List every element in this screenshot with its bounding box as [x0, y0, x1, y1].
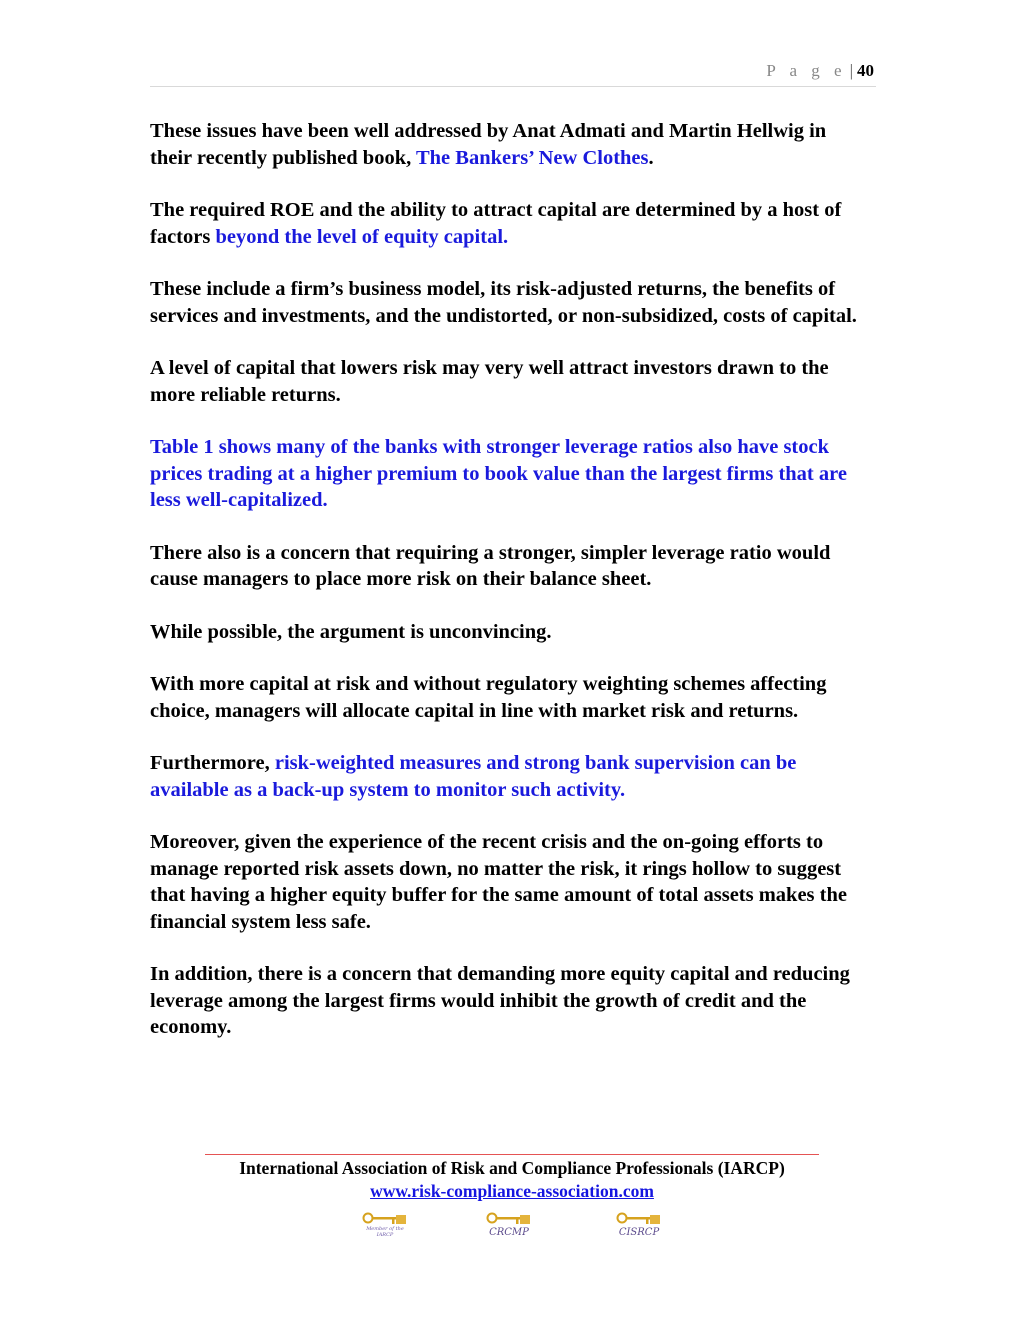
text-segment: In addition, there is a concern that demanding more equity capital and reducing leverage among the largest firms would inhibit the growth of credit and the economy. — [150, 963, 850, 1038]
page-number: 40 — [857, 61, 874, 80]
paragraph — [150, 197, 872, 250]
paragraph — [150, 276, 872, 329]
text-segment: There also is a concern that requiring a stronger, simpler leverage ratio would cause managers to place more risk on their balance sheet. — [150, 541, 831, 590]
paragraph — [150, 355, 872, 408]
highlighted-text: risk-weighted measures and strong bank supervision can be available as a back-up system to monitor such activity. — [150, 752, 797, 801]
paragraph — [150, 619, 872, 646]
page-label: P a g e — [766, 61, 847, 80]
paragraph — [150, 540, 872, 593]
badge-label: Member of the IARCP — [366, 1226, 404, 1238]
text-segment: Furthermore, — [150, 752, 275, 774]
document-body — [150, 118, 872, 1067]
highlighted-text: beyond the level of equity capital. — [215, 225, 509, 248]
paragraph — [150, 750, 872, 803]
book-title: The Bankers’ New Clothes — [415, 146, 649, 169]
text-segment: These issues have been well addressed by Anat Admati and Martin Hellwig in their recently published book, — [150, 120, 827, 169]
page-number-indicator — [766, 61, 874, 81]
text-segment: With more capital at risk and without regulatory weighting schemes affecting choice, managers will allocate capital in line with market risk and returns. — [150, 673, 827, 722]
text-segment: The required ROE and the ability to attract capital are determined by a host of factors — [150, 199, 842, 248]
text-segment: A level of capital that lowers risk may very well attract investors drawn to the more reliable returns. — [150, 357, 829, 406]
badge-label: CISRCP — [618, 1227, 660, 1238]
paragraph — [150, 961, 872, 1041]
page-header — [150, 60, 876, 87]
badge-crcmp[interactable] — [486, 1212, 532, 1240]
page-separator: | — [849, 61, 853, 80]
text-segment: While possible, the argument is unconvincing. — [150, 620, 552, 643]
badge-label: CRCMP — [489, 1227, 529, 1238]
paragraph — [150, 671, 872, 724]
certification-badges — [0, 1212, 1024, 1242]
paragraph — [150, 118, 872, 171]
organization-name: International Association of Risk and Compliance Professionals (IARCP) — [239, 1158, 785, 1178]
text-segment: Moreover, given the experience of the recent crisis and the on-going efforts to manage reported risk assets down, no matter the risk, it rings hollow to suggest that having a higher equity buffer for the same amount of total assets makes the financial system less safe. — [150, 831, 847, 933]
highlighted-text: Table 1 shows many of the banks with stronger leverage ratios also have stock prices trading at a higher premium to book value than the largest firms that are less well-capitalized. — [150, 436, 847, 511]
paragraph — [150, 434, 872, 514]
paragraph — [150, 829, 872, 935]
text-segment: These include a firm’s business model, its risk-adjusted returns, the benefits of services and investments, and the undistorted, or non-subsidized, costs of capital. — [150, 278, 857, 327]
footer-divider — [205, 1154, 819, 1155]
badge-member[interactable] — [362, 1212, 408, 1240]
website-link[interactable]: www.risk-compliance-association.com — [370, 1181, 654, 1201]
text-segment: . — [648, 146, 654, 169]
badge-cisrcp[interactable] — [616, 1212, 662, 1240]
